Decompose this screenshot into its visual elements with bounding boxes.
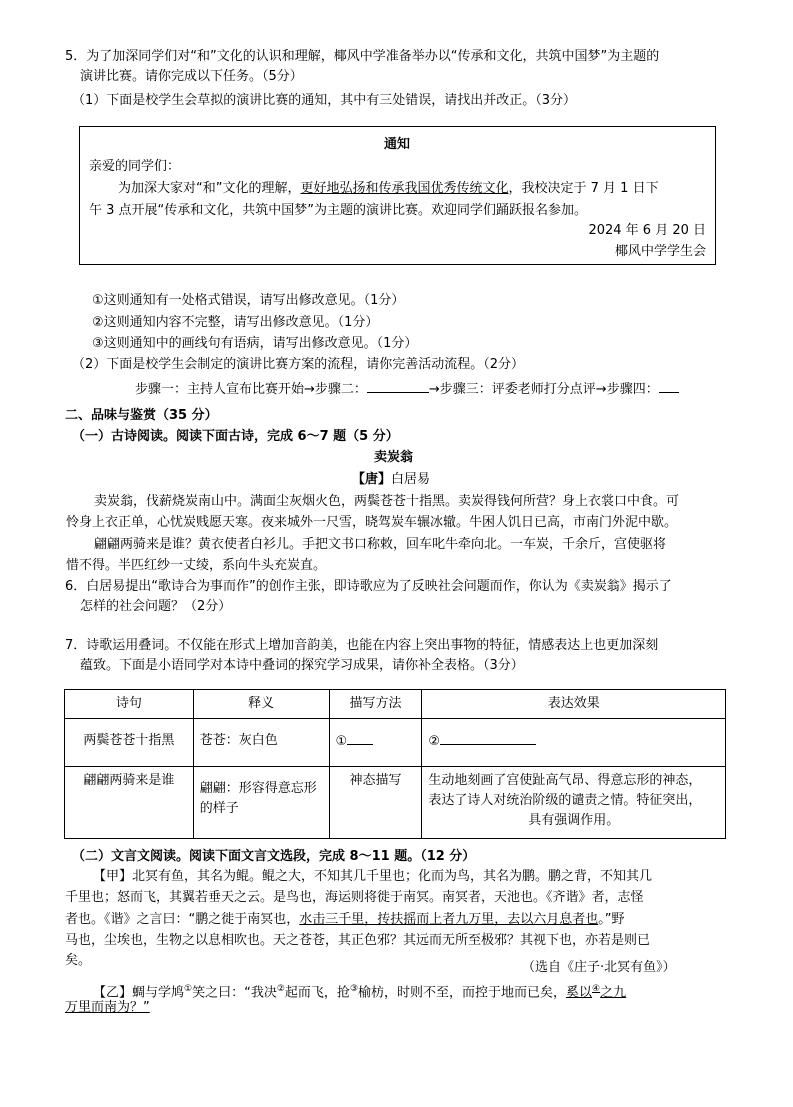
table-header: 释义	[193, 690, 329, 719]
jia-underlined-sentence: 水击三千里，抟扶摇而上者九万里，去以六月息者也	[299, 912, 599, 927]
section2-heading: 二、品味与鉴赏（35 分）	[65, 408, 218, 423]
flow-part-b: →步骤三：评委老师打分点评→步骤四：	[428, 382, 659, 397]
q7-line1: 7．诗歌运用叠词。不仅能在形式上增加音韵美，也能在内容上突出事物的特征，情感表达上也更加深刻	[65, 638, 659, 653]
yi-underlined: 奚以	[566, 985, 593, 1001]
q5-flow	[135, 379, 679, 399]
table-cell-meaning: 苍苍：灰白色	[193, 719, 329, 767]
table-header: 描写方法	[329, 690, 422, 719]
footnote-marker: ②	[276, 984, 285, 994]
notice-body-line1	[118, 180, 659, 198]
q5-item-3: ③这则通知中的画线句有语病，请写出修改意见。（1分）	[92, 336, 418, 351]
q5-sub2: （2）下面是校学生会制定的演讲比赛方案的流程，请你完善活动流程。（2分）	[72, 357, 525, 372]
jia-3a: 者也。《谐》之言曰：“鹏之徙于南冥也，	[65, 912, 300, 927]
flow-blank-step4[interactable]	[659, 379, 679, 393]
yi-underlined: 之九	[600, 985, 627, 1001]
overlap-words-table	[64, 689, 726, 839]
notice-date: 2024 年 6 月 20 日	[588, 223, 706, 238]
jia-line-5: 矣。	[65, 953, 92, 968]
jia-source: （选自《庄子·北冥有鱼》）	[522, 960, 676, 975]
poem-line-4: 惜不得。半匹红纱一丈绫，系向牛头充炭直。	[66, 558, 327, 573]
yi-line-1	[93, 980, 626, 1002]
notice-box	[79, 126, 716, 265]
yi-1c: 起而飞，抢	[284, 985, 350, 1001]
blank-marker-1: ①	[335, 734, 348, 749]
jia-3b: 。”野	[598, 912, 625, 927]
q5-stem-line1: 5．为了加深同学们对“和”文化的认识和理解，椰风中学准备举办以“传承和文化，共筑中国梦”为主题的	[65, 49, 660, 64]
table-header: 诗句	[65, 690, 194, 719]
q5-item-2: ②这则通知内容不完整，请写出修改意见。（1分）	[92, 315, 379, 330]
q6-line1: 6．白居易提出“歌诗合为事而作”的创作主张，即诗歌应为了反映社会问题而作，你认为《卖炭翁》揭示了	[65, 579, 672, 594]
notice-body-1b: ，我校决定于 7 月 1 日下	[508, 181, 659, 196]
q5-sub1: （1）下面是校学生会草拟的演讲比赛的通知，其中有三处错误，请找出并改正。（3分）	[72, 93, 577, 108]
poem-title: 卖炭翁	[374, 450, 414, 465]
blank-marker-2: ②	[428, 734, 441, 749]
poem-dynasty: 【唐】	[352, 472, 392, 487]
yi-line-2	[65, 999, 150, 1017]
section2-part1: （一）古诗阅读。阅读下面古诗，完成 6～7 题（5 分）	[72, 429, 399, 444]
table-cell-effect	[422, 767, 726, 839]
poem-line-2: 怜身上衣正单，心忧炭贱愿天寒。夜来城外一尺雪，晓驾炭车辗冰辙。牛困人饥日已高，市南门外泥中歇。	[66, 515, 678, 530]
notice-body-line2: 午 3 点开展“传承和文化，共筑中国梦”为主题的演讲比赛。欢迎同学们踊跃报名参加。	[89, 203, 588, 218]
table-cell-meaning: 翩翩：形容得意忘形的样子	[193, 767, 329, 839]
table-cell-method: 神态描写	[329, 767, 422, 839]
notice-greeting: 亲爱的同学们：	[89, 159, 181, 174]
table-cell-verse: 翩翩两骑来是谁	[65, 767, 194, 839]
answer-blank-2[interactable]	[440, 731, 536, 745]
yi-underlined: 万里而南为？”	[65, 1000, 150, 1015]
table-row	[65, 767, 726, 839]
notice-underlined-sentence: 更好地弘扬和传承我国优秀传统文化	[300, 181, 509, 196]
table-cell-effect	[422, 719, 726, 767]
poem-line-3: 翩翩两骑来是谁？黄衣使者白衫儿。手把文书口称敕，回车叱牛牵向北。一车炭，千余斤，宫使驱将	[94, 537, 667, 552]
jia-line-1: 【甲】北冥有鱼，其名为鲲。鲲之大，不知其几千里也；化而为鸟，其名为鹏。鹏之背，不知其几	[93, 869, 653, 884]
table-header-row	[65, 690, 726, 719]
q5-item-1: ①这则通知有一处格式错误，请写出修改意见。（1分）	[92, 293, 405, 308]
footnote-marker: ④	[592, 984, 601, 994]
table-header: 表达效果	[422, 690, 726, 719]
yi-1a: 【乙】蜩与学鸠	[93, 985, 185, 1001]
table-row	[65, 719, 726, 767]
flow-part-a: 步骤一：主持人宣布比赛开始→步骤二：	[135, 382, 367, 397]
notice-signer: 椰风中学学生会	[614, 244, 706, 259]
flow-blank-step2[interactable]	[367, 379, 429, 393]
jia-line-3	[65, 911, 625, 929]
yi-1d: 榆枋，时则不至，而控于地而已矣，	[358, 985, 567, 1001]
jia-line-4: 马也，尘埃也，生物之以息相吹也。天之苍苍，其正色邪？其远而无所至极邪？其视下也，亦若是则已	[65, 933, 651, 948]
footnote-marker: ③	[349, 984, 359, 994]
table-cell-verse: 两鬓苍苍十指黑	[65, 719, 194, 767]
q6-line2: 怎样的社会问题？（2分）	[80, 599, 232, 614]
q7-line2: 蕴致。下面是小语同学对本诗中叠词的探究学习成果，请你补全表格。（3分）	[80, 658, 524, 673]
poem-author	[352, 471, 430, 489]
answer-blank-1[interactable]	[347, 731, 373, 745]
q5-stem-line2: 演讲比赛。请你完成以下任务。（5分）	[80, 69, 303, 84]
footnote-marker: ①	[184, 984, 193, 994]
notice-body-1a: 为加深大家对“和”文化的理解，	[118, 181, 301, 196]
effect-line: 具有强调作用。	[528, 813, 620, 828]
effect-line: 生动地刻画了宫使趾高气昂、得意忘形的神态，	[428, 773, 702, 788]
yi-1b: 笑之曰：“我决	[192, 985, 277, 1001]
table-cell-method	[329, 719, 422, 767]
poem-author-name: 白居易	[391, 472, 431, 487]
notice-title: 通知	[384, 137, 411, 152]
poem-line-1: 卖炭翁，伐薪烧炭南山中。满面尘灰烟火色，两鬓苍苍十指黑。卖炭得钱何所营？身上衣裳口中食。可	[94, 494, 680, 509]
jia-line-2: 千里也；怒而飞，其翼若垂天之云。是鸟也，海运则将徙于南冥。南冥者，天池也。《齐谐》者，志怪	[65, 890, 644, 905]
part2-heading: （二）文言文阅读。阅读下面文言文选段，完成 8～11 题。（12 分）	[72, 849, 476, 864]
effect-line: 表达了诗人对统治阶级的谴责之情。特征突出，	[428, 793, 702, 808]
